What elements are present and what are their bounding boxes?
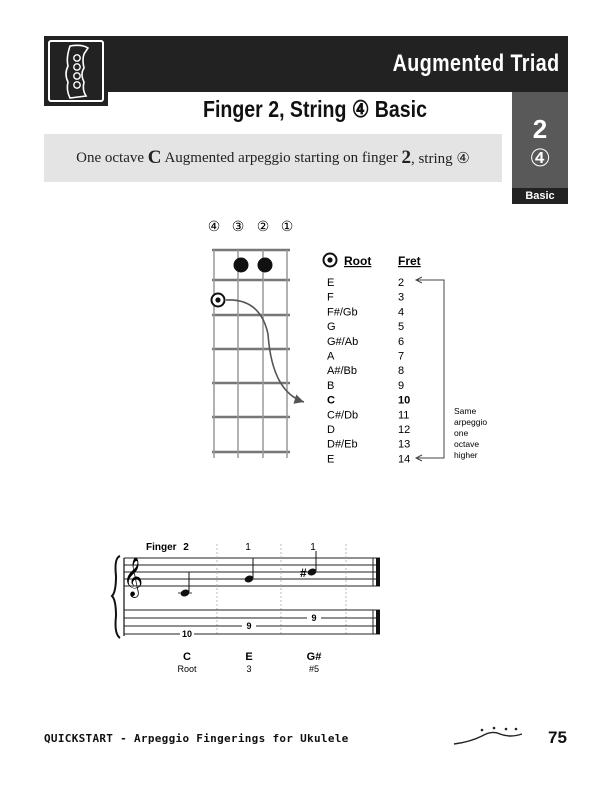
finger-1: 2 — [183, 542, 189, 553]
interval-3: #5 — [308, 664, 320, 674]
side-tab-string: ④ — [529, 144, 551, 172]
finger-3: 1 — [310, 542, 316, 553]
string-label-4: ④ — [207, 218, 221, 234]
fret-number-1: 3 — [398, 291, 405, 304]
music-staff — [124, 558, 380, 586]
root-note-2: F#/Gb — [327, 306, 358, 319]
root-note-7: B — [327, 379, 335, 392]
fretboard-diagram — [200, 214, 488, 474]
description-mid: Augmented arpeggio starting on finger — [161, 149, 402, 166]
description-key: C — [147, 147, 162, 168]
finger-2: 1 — [245, 542, 251, 553]
description-post: , string ④ — [410, 150, 470, 167]
treble-clef-icon: 𝄞 — [123, 558, 144, 596]
section-title: Augmented Triad — [393, 50, 560, 77]
note-name-2: E — [245, 651, 253, 663]
fret-number-2: 4 — [398, 306, 405, 319]
footer-title: QUICKSTART - Arpeggio Fingerings for Ukulele — [44, 732, 349, 745]
octave-note-line-0: Same — [454, 406, 477, 416]
fret-number-7: 9 — [398, 379, 405, 392]
finger-dot-string-2 — [258, 258, 273, 273]
svg-text:#: # — [300, 566, 307, 580]
root-note-4: G#/Ab — [327, 335, 359, 348]
root-note-10: D — [327, 424, 335, 436]
string-label-3: ③ — [231, 218, 245, 234]
description-text — [44, 134, 502, 182]
note-name-1: C — [183, 651, 191, 663]
root-note-5: A — [327, 350, 335, 363]
fret-header: Fret — [398, 254, 421, 268]
note-name-3: G# — [306, 651, 322, 663]
side-tab-finger: 2 — [532, 114, 548, 144]
fret-number-5: 7 — [398, 350, 405, 363]
fret-number-4: 6 — [398, 335, 405, 348]
root-note-11: D#/Eb — [327, 438, 358, 451]
fret-number-8: 10 — [398, 394, 411, 407]
root-note-6: A#/Bb — [327, 365, 357, 378]
root-table-rows — [327, 277, 410, 465]
octave-note — [454, 406, 487, 460]
root-header: Root — [344, 254, 372, 268]
ukulele-logo-icon — [48, 40, 104, 102]
string-label-1: ① — [280, 218, 294, 234]
root-note-12: E — [327, 453, 335, 466]
tab-number-2: 9 — [246, 621, 252, 631]
fret-number-12: 14 — [398, 453, 411, 466]
interval-1: Root — [177, 664, 197, 674]
root-note-0: E — [327, 277, 335, 289]
fret-number-11: 13 — [398, 438, 411, 451]
octave-note-line-4: higher — [454, 450, 478, 460]
octave-note-line-2: one — [454, 428, 469, 438]
ukulele-outline-icon — [452, 724, 526, 750]
root-note-8: C — [327, 394, 335, 407]
root-note-1: F — [327, 291, 334, 304]
page-subtitle: Finger 2, String ④ Basic — [203, 96, 427, 122]
octave-note-line-3: octave — [454, 439, 480, 449]
fret-number-10: 12 — [398, 424, 411, 436]
tab-number-1: 10 — [181, 629, 193, 639]
fret-number-9: 11 — [398, 409, 410, 422]
tab-staff — [124, 610, 380, 634]
page-number: 75 — [548, 728, 567, 747]
finger-dot-string-3 — [234, 258, 249, 273]
octave-note-line-1: arpeggio — [454, 417, 488, 427]
fret-lines — [212, 250, 290, 452]
tab-number-3: 9 — [311, 613, 317, 623]
root-note-3: G — [327, 321, 336, 334]
description-pre: One octave — [76, 149, 148, 166]
fret-number-0: 2 — [398, 277, 405, 289]
side-tab-label: Basic — [525, 190, 555, 202]
string-label-2: ② — [256, 218, 270, 234]
root-note-9: C#/Db — [327, 409, 359, 422]
notation-diagram — [110, 536, 400, 676]
octave-bracket — [416, 280, 444, 458]
interval-2: 3 — [246, 664, 252, 674]
finger-label: Finger — [146, 542, 177, 553]
fret-number-3: 5 — [398, 321, 405, 334]
description-finger: 2 — [401, 147, 411, 168]
fret-number-6: 8 — [398, 365, 405, 378]
